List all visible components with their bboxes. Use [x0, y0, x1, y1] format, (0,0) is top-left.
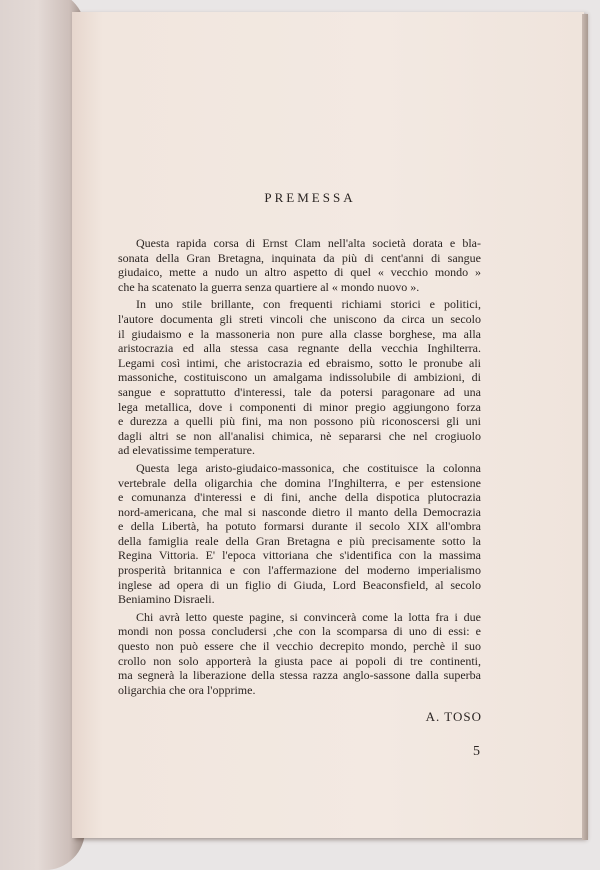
author-signature: A. TOSO — [425, 709, 482, 724]
text-line: ad elevatissime temperature. — [118, 443, 255, 458]
text-line: e durezza a quelli più fini, ma non possono più riconoscersi gli uni — [118, 414, 481, 429]
text-line: e della Libertà, ha potuto formarsi durante il secolo XIX all'ombra — [118, 519, 481, 534]
text-line: il giudaismo e la massoneria non pure alla classe borghese, ma alla — [118, 326, 481, 341]
text-line: l'autore documenta gli streti vincoli che uniscono da circa un secolo — [118, 311, 481, 326]
text-line: della famiglia reale della Gran Bretagna e più precisamente sotto la — [118, 533, 481, 548]
text-line: sonata della Gran Bretagna, inquinata da più di cent'anni di sangue — [118, 250, 481, 265]
text-line: In uno stile brillante, con frequenti richiami storici e politici, — [136, 297, 481, 312]
text-line: Questa lega aristo-giudaico-massonica, che costituisce la colonna — [136, 460, 481, 475]
text-line: Chi avrà letto queste pagine, si convincerà come la lotta fra i due — [136, 609, 481, 624]
text-line: nord-americana, che mal si nasconde dietro il manto della Democrazia — [118, 504, 481, 519]
text-line: Regina Vittoria. E' l'epoca vittoriana che s'identifica con la massima — [118, 548, 481, 563]
text-line: sangue e soprattutto d'interessi, tale da potersi paragonare ad una — [118, 384, 481, 399]
text-line: aristocrazia ed alla stessa casa regnante della vecchia Inghilterra. — [118, 341, 481, 356]
text-line: vertebrale della oligarchia che domina l'Inghilterra, e per estensione — [118, 475, 481, 490]
text-line: giudaico, mette a nudo un altro aspetto di quel « vecchio mondo » — [118, 265, 481, 280]
text-line: ma segnerà la liberazione della stessa razza anglo-sassone dalla superba — [118, 668, 481, 683]
text-line: massoniche, costituiscono un amalgama indissolubile di ambizioni, di — [118, 370, 481, 385]
text-line: crollo non solo apporterà la giusta pace ai popoli di tre continenti, — [118, 653, 481, 668]
page-number: 5 — [473, 744, 480, 759]
text-line: e comunanza d'interessi e di fini, anche della dispotica plutocrazia — [118, 490, 481, 505]
text-line: mondi non possa concludersi ,che con la scomparsa di uno di essi: e — [118, 624, 481, 639]
text-line: lega metallica, dove i componenti di minor pregio aggiungono forza — [118, 399, 481, 414]
text-line: questo non può essere che il vecchio decrepito mondo, perchè il suo — [118, 639, 481, 654]
text-line: dagli altri se non all'analisi chimica, nè separarsi che nel crogiuolo — [118, 428, 481, 443]
text-line: Legami così intimi, che aristocrazia ed ebraismo, sotto le pronube ali — [118, 355, 481, 370]
text-line: oligarchia che ora l'opprime. — [118, 682, 256, 697]
text-line: Questa rapida corsa di Ernst Clam nell'alta società dorata e bla- — [136, 236, 481, 250]
text-line: inglese ad opera di un figlio di Giuda, Lord Beaconsfield, al secolo — [118, 577, 481, 592]
body-text — [118, 236, 481, 697]
text-line: che ha scatenato la guerra senza quartiere al « mondo nuovo ». — [118, 279, 420, 294]
page-heading: PREMESSA — [264, 190, 356, 205]
text-line: Beniamino Disraeli. — [118, 592, 215, 607]
text-line: prosperità britannica e con l'affermazione del moderno imperialismo — [118, 563, 481, 578]
page-edge — [582, 14, 588, 840]
